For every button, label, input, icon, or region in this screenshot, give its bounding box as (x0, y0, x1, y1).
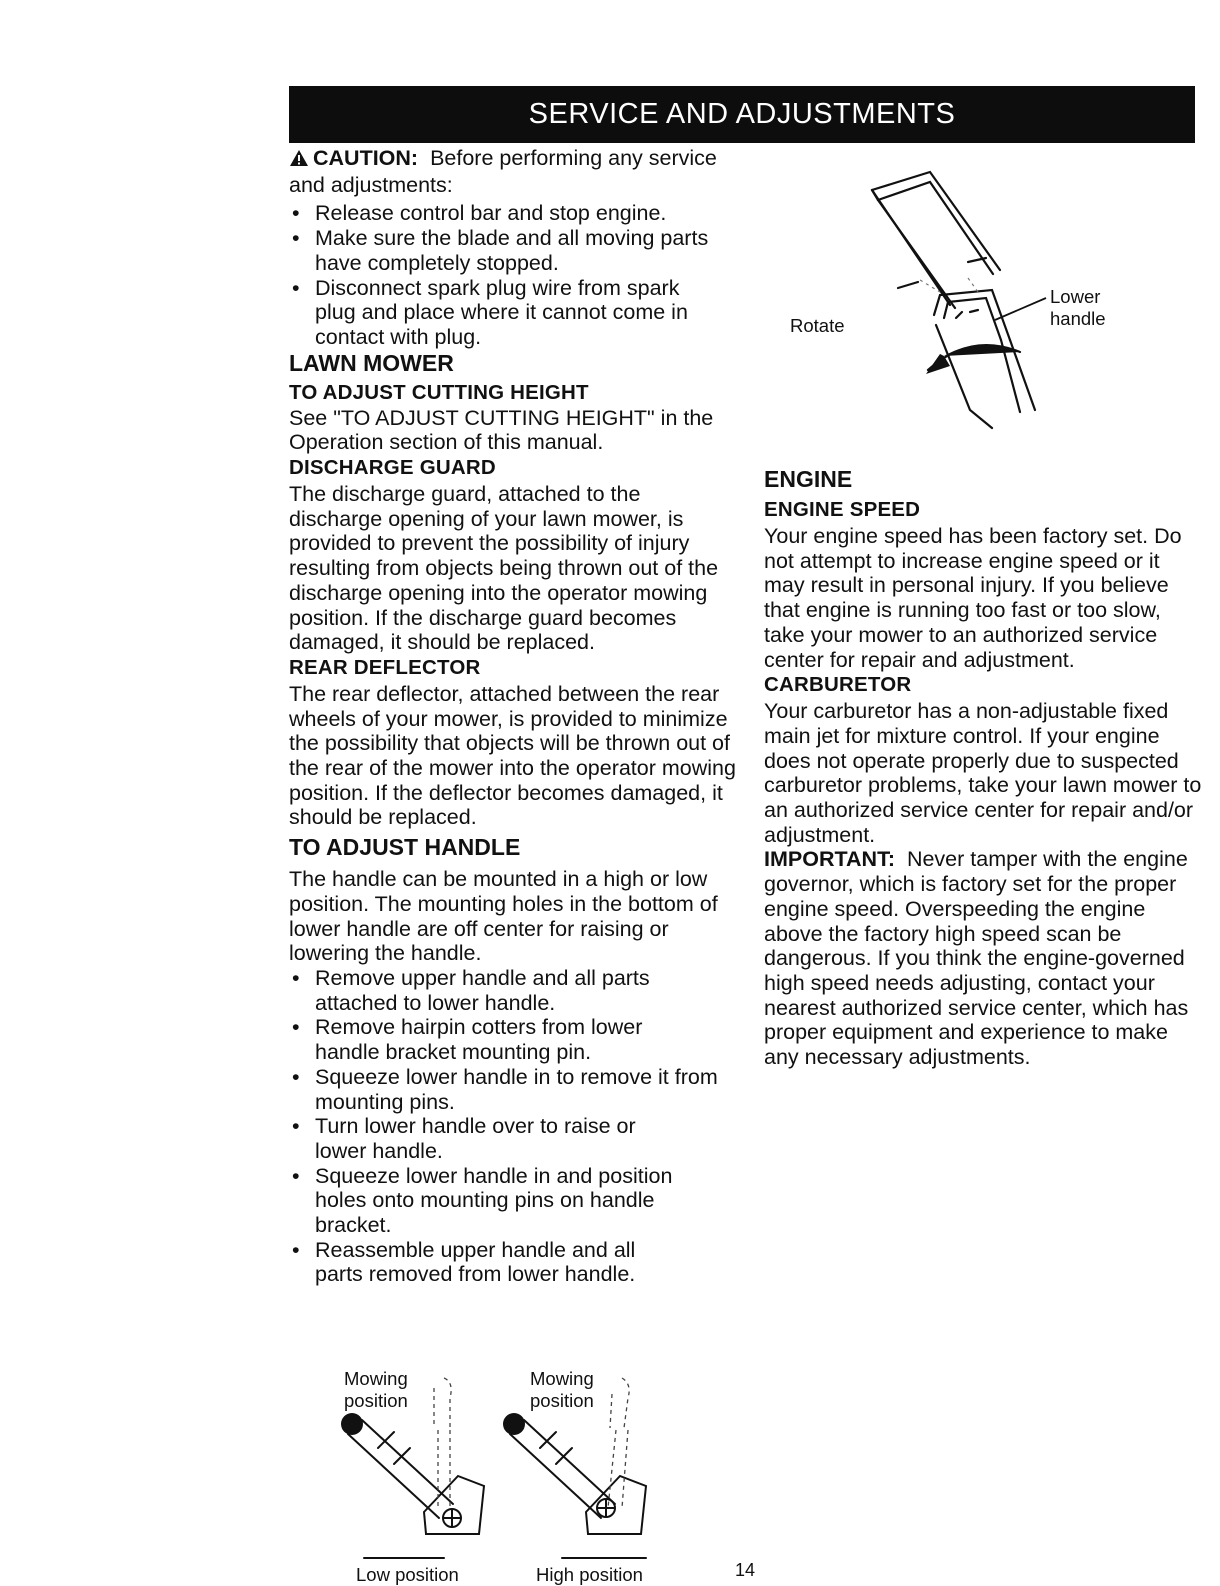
adjust-handle-list (289, 966, 739, 1287)
carburetor-text: Your carburetor has a non-adjustable fixed main jet for mixture control. If your engine does not operate properly due to suspected carburetor problems, take your lawn mower to an authorized service center for repair and/or adjustment. (764, 699, 1202, 847)
caution-label: CAUTION: (313, 146, 419, 170)
high-position-caption: High position (536, 1564, 643, 1585)
important-text: Never tamper with the engine governor, which is factory set for the proper engine speed. Overspeeding the engine above the factory high speed scan be dangerous. If you think the engine-governed high speed needs adjusting, contact your nearest authorized service center, which has proper equipment and experience to make any necessary adjustments. (764, 847, 1189, 1070)
right-column (764, 466, 1204, 1070)
caution-text: Before performing any service and adjustments: (289, 146, 717, 197)
page-title: SERVICE AND ADJUSTMENTS (289, 86, 1195, 143)
engine-heading: ENGINE (764, 466, 853, 492)
rotate-label: Rotate (790, 315, 845, 336)
carburetor-heading: CARBURETOR (764, 673, 912, 697)
list-item: • Squeeze lower handle in and position holes onto mounting pins on handle bracket. (292, 1163, 673, 1238)
low-position-caption: Low position (356, 1564, 459, 1585)
cutting-height-text: See "TO ADJUST CUTTING HEIGHT" in the Operation section of this manual. (289, 405, 714, 455)
low-position-figure (334, 1368, 504, 1560)
engine-speed-text: Your engine speed has been factory set. Do not attempt to increase engine speed or it may result in personal injury. If you believe that engine is running too fast or too slow, take your mower to an authorized service center for repair and adjustment. (764, 524, 1182, 672)
mowing-position-label-high: Mowing position (530, 1368, 594, 1411)
adjust-handle-heading: TO ADJUST HANDLE (289, 834, 521, 861)
engine-speed-heading: ENGINE SPEED (764, 498, 921, 521)
list-item: • Remove hairpin cotters from lower handle bracket mounting pin. (292, 1015, 643, 1065)
rear-deflector-text: The rear deflector, attached between the rear wheels of your mower, is provided to minimize the possibility that objects will be thrown out of the rear of the mower into the operator mowing position. If the deflector becomes damaged, it should be replaced. (289, 681, 736, 830)
mowing-position-label-low: Mowing position (344, 1368, 408, 1411)
cutting-height-heading: TO ADJUST CUTTING HEIGHT (289, 380, 589, 404)
page-number: 14 (735, 1560, 756, 1580)
list-item: • Reassemble upper handle and all parts removed from lower handle. (292, 1237, 636, 1287)
list-item: • Turn lower handle over to raise or lower handle. (292, 1114, 636, 1163)
caution-list (289, 201, 739, 349)
lower-handle-label: Lower handle (1050, 286, 1106, 329)
rear-deflector-heading: REAR DEFLECTOR (289, 655, 481, 679)
handle-rotate-figure (860, 160, 1060, 440)
list-item: • Squeeze lower handle in to remove it from mounting pins. (292, 1064, 718, 1114)
important-label: IMPORTANT: (764, 847, 895, 872)
lawn-mower-heading: LAWN MOWER (289, 349, 454, 376)
caution-paragraph (289, 146, 739, 197)
warning-triangle-icon (289, 148, 309, 173)
high-position-figure (496, 1368, 666, 1560)
discharge-guard-heading: DISCHARGE GUARD (289, 456, 496, 480)
adjust-handle-text: The handle can be mounted in a high or low position. The mounting holes in the bottom of lower handle are off center for raising or lowering the handle. (289, 867, 718, 966)
left-column (289, 146, 739, 1287)
important-paragraph (764, 847, 1204, 1069)
list-item: • Disconnect spark plug wire from spark plug and place where it cannot come in contact with plug. (292, 275, 688, 349)
discharge-guard-text: The discharge guard, attached to the discharge opening of your lawn mower, is provided to prevent the possibility of injury resulting from objects being thrown out of the discharge opening into the operator mowing position. If the discharge guard becomes damaged, it should be replaced. (289, 482, 719, 655)
list-item: • Make sure the blade and all moving parts have completely stopped. (292, 226, 709, 275)
list-item: • Remove upper handle and all parts attached to lower handle. (292, 965, 650, 1015)
list-item: • Release control bar and stop engine. (292, 201, 667, 226)
